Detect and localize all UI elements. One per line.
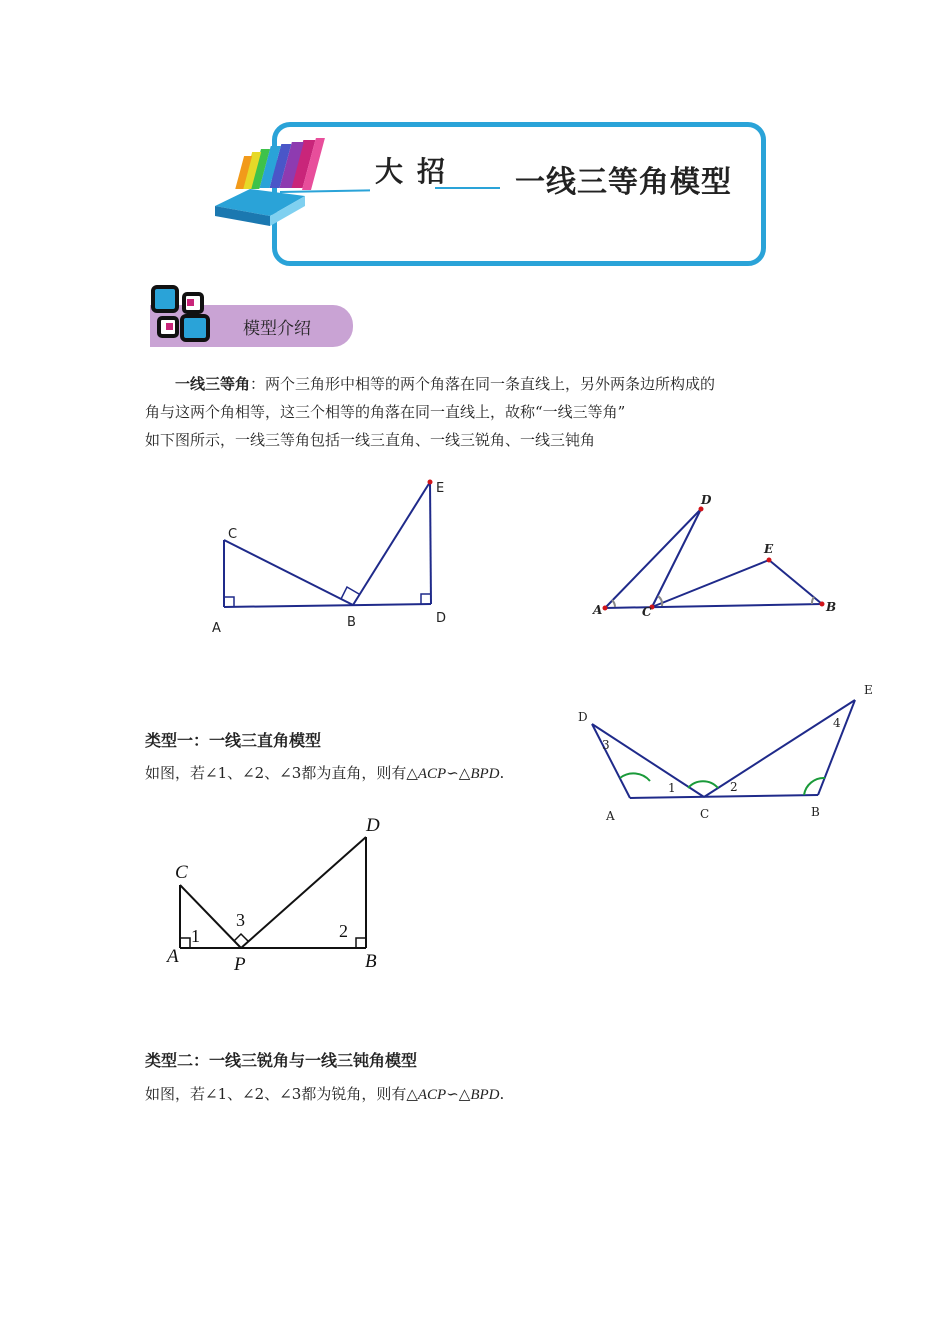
fig4-label-d: D	[366, 815, 380, 836]
fig1-label-b: B	[347, 615, 356, 630]
fig2-label-b: B	[826, 600, 837, 614]
intro-line-1-text: 两个三角形中相等的两个角落在同一条直线上，另外两条边所构成的	[265, 375, 716, 393]
fig4-angle-3: 3	[236, 910, 245, 930]
section-label: 模型介绍	[243, 319, 311, 339]
type2-text: 如图，若∠1、∠2、∠3都为锐角，则有△ACP∽△BPD.	[145, 1085, 505, 1103]
page-title: 一线三等角模型	[515, 165, 732, 200]
fig3-label-c: C	[700, 807, 710, 821]
fig4-label-b: B	[365, 951, 377, 972]
fig1-label-e: E	[436, 481, 445, 496]
books-icon	[210, 134, 370, 234]
grid-icon	[150, 284, 216, 346]
fig3-angle-4: 4	[833, 716, 841, 730]
fig2-label-a: A	[593, 603, 603, 617]
fig2-label-c: C	[642, 605, 652, 619]
banner-left-text: 大招	[375, 155, 460, 188]
fig3-angle-1: 1	[668, 781, 676, 795]
fig3-angle-2: 2	[730, 780, 738, 794]
figure-type1	[160, 810, 400, 980]
fig3-angle-3: 3	[602, 738, 610, 752]
fig4-angle-2: 2	[339, 921, 348, 941]
fig4-label-c: C	[175, 862, 188, 883]
fig1-label-d: D	[436, 611, 447, 626]
type1-heading: 类型一：一线三直角模型	[145, 731, 322, 750]
intro-line-3: 如下图所示，一线三等角包括一线三直角、一线三锐角、一线三钝角	[145, 431, 596, 449]
figure-obtuse-angles	[570, 678, 885, 833]
intro-line-1: 一线三等角：两个三角形中相等的两个角落在同一条直线上，另外两条边所构成的	[175, 375, 716, 393]
fig4-angle-1: 1	[191, 926, 200, 946]
figure-acute-angles	[588, 488, 848, 628]
fig3-label-a: A	[606, 809, 615, 823]
fig1-label-a: A	[212, 621, 221, 636]
fig3-label-b: B	[811, 805, 820, 819]
fig3-label-d: D	[578, 710, 588, 724]
fig2-label-e: E	[764, 542, 774, 556]
fig4-label-p: P	[234, 954, 246, 975]
fig3-label-e: E	[864, 683, 873, 697]
type1-text: 如图，若∠1、∠2、∠3都为直角，则有△ACP∽△BPD.	[145, 764, 505, 782]
intro-term: 一线三等角	[175, 375, 251, 393]
fig4-label-a: A	[167, 946, 179, 967]
fig1-label-c: C	[228, 527, 238, 542]
figure-right-angles	[200, 470, 470, 650]
type2-heading: 类型二：一线三锐角与一线三钝角模型	[145, 1051, 418, 1070]
fig2-label-d: D	[701, 493, 712, 507]
intro-line-2: 角与这两个角相等，这三个相等的角落在同一直线上，故称“一线三等角”	[145, 403, 626, 421]
